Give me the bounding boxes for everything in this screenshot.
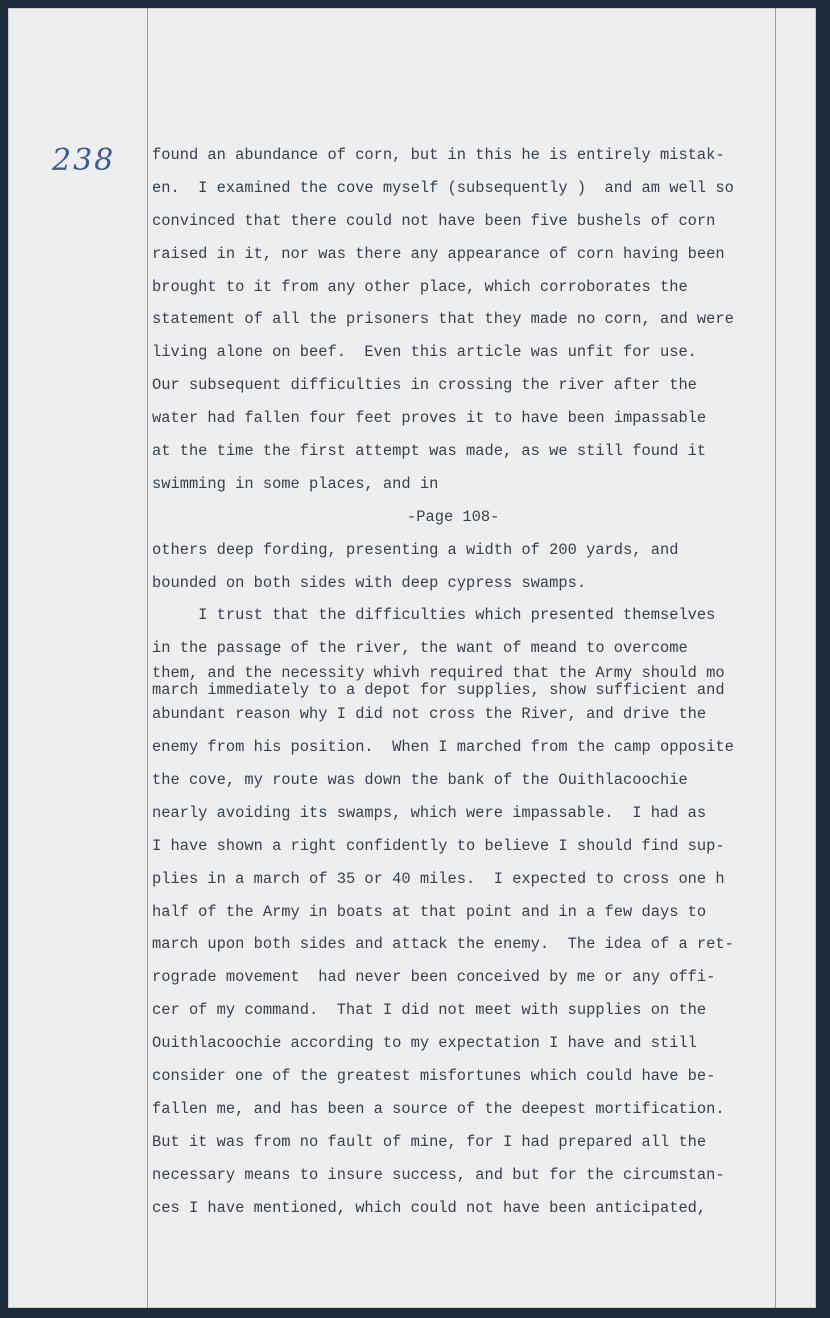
text-line: ces I have mentioned, which could not have been anticipated, [152,1198,707,1217]
text-line: found an abundance of corn, but in this he is entirely mistak- [152,146,725,164]
text-line: march upon both sides and attack the enemy. The idea of a ret- [152,935,734,954]
text-line: I have shown a right confidently to believe I should find sup- [152,836,725,855]
text-line: at the time the first attempt was made, as we still found it [152,442,707,461]
text-line: them, and the necessity whivh required that the Army should mo [152,665,725,682]
text-line: living alone on beef. Even this article was unfit for use. [152,343,697,362]
text-line: consider one of the greatest misfortunes which could have be- [152,1067,716,1086]
text-line: necessary means to insure success, and but for the circumstan- [152,1165,725,1184]
text-line: in the passage of the river, the want of meand to overcome [152,639,688,658]
text-line: bounded on both sides with deep cypress swamps. [152,573,587,592]
text-line: rograde movement had never been conceived by me or any offi- [152,968,716,987]
page-marker: -Page 108- [407,507,500,526]
left-margin-rule [147,8,148,1308]
text-line: Ouithlacoochie according to my expectation I have and still [152,1034,697,1053]
text-line: half of the Army in boats at that point and in a few days to [152,902,707,921]
text-line: enemy from his position. When I marched from the camp opposite [152,738,734,757]
text-line: brought to it from any other place, which corroborates the [152,277,688,296]
text-line: water had fallen four feet proves it to have been impassable [152,409,707,428]
text-line: swimming in some places, and in [152,474,439,493]
paragraph-start-line: I trust that the difficulties which presented themselves [152,606,716,625]
text-line: fallen me, and has been a source of the deepest mortification. [152,1099,725,1118]
text-line: nearly avoiding its swamps, which were impassable. I had as [152,803,707,822]
text-line: plies in a march of 35 or 40 miles. I expected to cross one h [152,869,725,888]
text-line: abundant reason why I did not cross the River, and drive the [152,705,707,724]
text-line: cer of my command. That I did not meet with supplies on the [152,1001,707,1020]
text-line: convinced that there could not have been five bushels of corn [152,211,716,230]
typed-text-body [152,139,802,1225]
text-line: raised in it, nor was there any appearance of corn having been [152,244,725,263]
handwritten-page-number: 238 [52,143,116,178]
text-line: Our subsequent difficulties in crossing the river after the [152,376,697,395]
text-line: the cove, my route was down the bank of the Ouithlacoochie [152,771,688,790]
text-line: march immediately to a depot for supplies, show sufficient and [152,682,725,699]
text-line: en. I examined the cove myself (subsequently ) and am well so [152,178,734,197]
text-line: But it was from no fault of mine, for I had prepared all the [152,1132,707,1151]
text-line: statement of all the prisoners that they made no corn, and were [152,310,734,329]
text-line: others deep fording, presenting a width of 200 yards, and [152,540,679,559]
